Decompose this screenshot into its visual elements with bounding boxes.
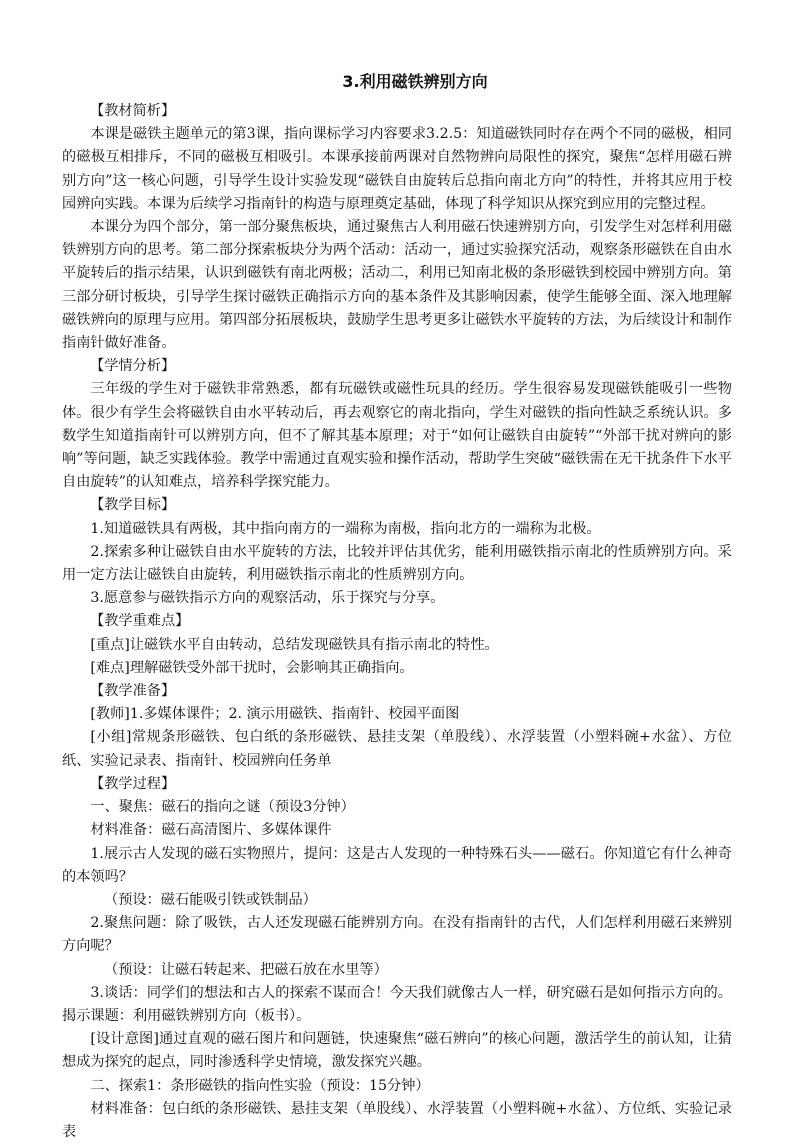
section-heading-textbook: 【教材简析】	[90, 103, 176, 119]
materials-line: 材料准备：包白纸的条形磁铁、悬挂支架（单股线）、水浮装置（小塑料碗+水盆）、方位纸、实验记录表	[62, 1100, 732, 1140]
paragraph: 三年级的学生对于磁铁非常熟悉，都有玩磁铁或磁性玩具的经历。学生很容易发现磁铁能吸引一些物体。很少有学生会将磁铁自由水平转动后，再去观察它的南北指向，学生对磁铁的指向性缺乏系统认识。多数学生知道指南针可以辨别方向，但不了解其基本原理；对于“如何让磁铁自由旋转”“外部干扰对辨向的影响”等问题，缺乏实践体验。教学中需通过直观实验和操作活动，帮助学生突破“磁铁需在无干扰条件下水平自由旋转”的认知难点，培养科学探究能力。	[62, 381, 732, 491]
section-heading-process: 【教学过程】	[90, 775, 176, 792]
goal-item: 2.探索多种让磁铁自由水平旋转的方法，比较并评估其优劣，能利用磁铁指示南北的性质辨别方向。采用一定方法让磁铁自由旋转，利用磁铁指示南北的性质辨别方向。	[62, 543, 732, 584]
section-heading-students: 【学情分析】	[90, 358, 176, 375]
design-intent: [设计意图]通过直观的磁石图片和问题链，快速聚焦“磁石辨向”的核心问题，激活学生的前认知，让猜想成为探究的起点，同时渗透科学史情境，激发探究兴趣。	[62, 1031, 732, 1071]
key-point: [重点]让磁铁水平自由转动，总结发现磁铁具有指示南北的特性。	[90, 636, 499, 653]
step-item: 2.聚焦问题：除了吸铁，古人还发现磁石能辨别方向。在没有指南针的古代，人们怎样利用磁石来辨别方向呢？	[62, 915, 732, 955]
section-heading-key-points: 【教学重难点】	[90, 613, 190, 630]
goal-item: 3.愿意参与磁铁指示方向的观察活动，乐于探究与分享。	[90, 590, 445, 607]
paragraph: 本课分为四个部分，第一部分聚焦板块，通过聚焦古人利用磁石快速辨别方向，引发学生对怎样利用磁铁辨别方向的思考。第二部分探索板块分为两个活动：活动一，通过实验探究活动，观察条形磁铁在自由水平旋转后的指示结果，认识到磁铁有南北两极；活动二，利用已知南北极的条形磁铁到校园中辨别方向。第三部分研讨板块，引导学生探讨磁铁正确指示方向的基本条件及其影响因素，使学生能够全面、深入地理解磁铁辨向的原理与应用。第四部分拓展板块，鼓励学生思考更多让磁铁水平旋转的方法，为后续设计和制作指南针做好准备。	[62, 219, 732, 352]
section-heading-preparation: 【教学准备】	[90, 683, 176, 700]
step-item: 1.展示古人发现的磁石实物照片，提问：这是古人发现的一种特殊石头——磁石。你知道它有什么神奇的本领吗？	[62, 845, 732, 885]
paragraph: 本课是磁铁主题单元的第3课，指向课标学习内容要求3.2.5：知道磁铁同时存在两个不同的磁极，相同的磁极互相排斥，不同的磁极互相吸引。本课承接前两课对自然物辨向局限性的探究，聚焦“怎样用磁石辨别方向”这一核心问题，引导学生设计实验发现“磁铁自由旋转后总指向南北方向”的特性，并将其应用于校园辨向实践。本课为后续学习指南针的构造与原理奠定基础，体现了科学知识从探究到应用的完整过程。	[62, 126, 732, 212]
step-heading: 一、聚焦：磁石的指向之谜（预设3分钟）	[90, 799, 355, 816]
document-title: 3.利用磁铁辨别方向	[342, 72, 488, 91]
section-heading-goals: 【教学目标】	[90, 497, 176, 514]
step-item: 3.谈话：同学们的想法和古人的探索不谋而合！今天我们就像古人一样，研究磁石是如何指示方向的。揭示课题：利用磁铁辨别方向（板书）。	[62, 984, 732, 1024]
materials-line: 材料准备：磁石高清图片、多媒体课件	[90, 822, 332, 839]
prep-group: [小组]常规条形磁铁、包白纸的条形磁铁、悬挂支架（单股线）、水浮装置（小塑料碗+水盆）、方位纸、实验记录表、指南针、校园辨向任务单	[62, 729, 732, 769]
preset-answer: （预设：磁石能吸引铁或铁制品）	[104, 891, 317, 908]
difficult-point: [难点]理解磁铁受外部干扰时，会影响其正确指向。	[90, 659, 414, 676]
preset-answer: （预设：让磁石转起来、把磁石放在水里等）	[104, 961, 388, 978]
prep-teacher: [教师]1.多媒体课件；2. 演示用磁铁、指南针、校园平面图	[90, 706, 460, 723]
goal-item: 1.知道磁铁具有两极，其中指向南方的一端称为南极，指向北方的一端称为北极。	[90, 520, 601, 537]
step-heading: 二、探索1：条形磁铁的指向性实验（预设：15分钟）	[90, 1077, 430, 1094]
document-page	[62, 70, 732, 1144]
